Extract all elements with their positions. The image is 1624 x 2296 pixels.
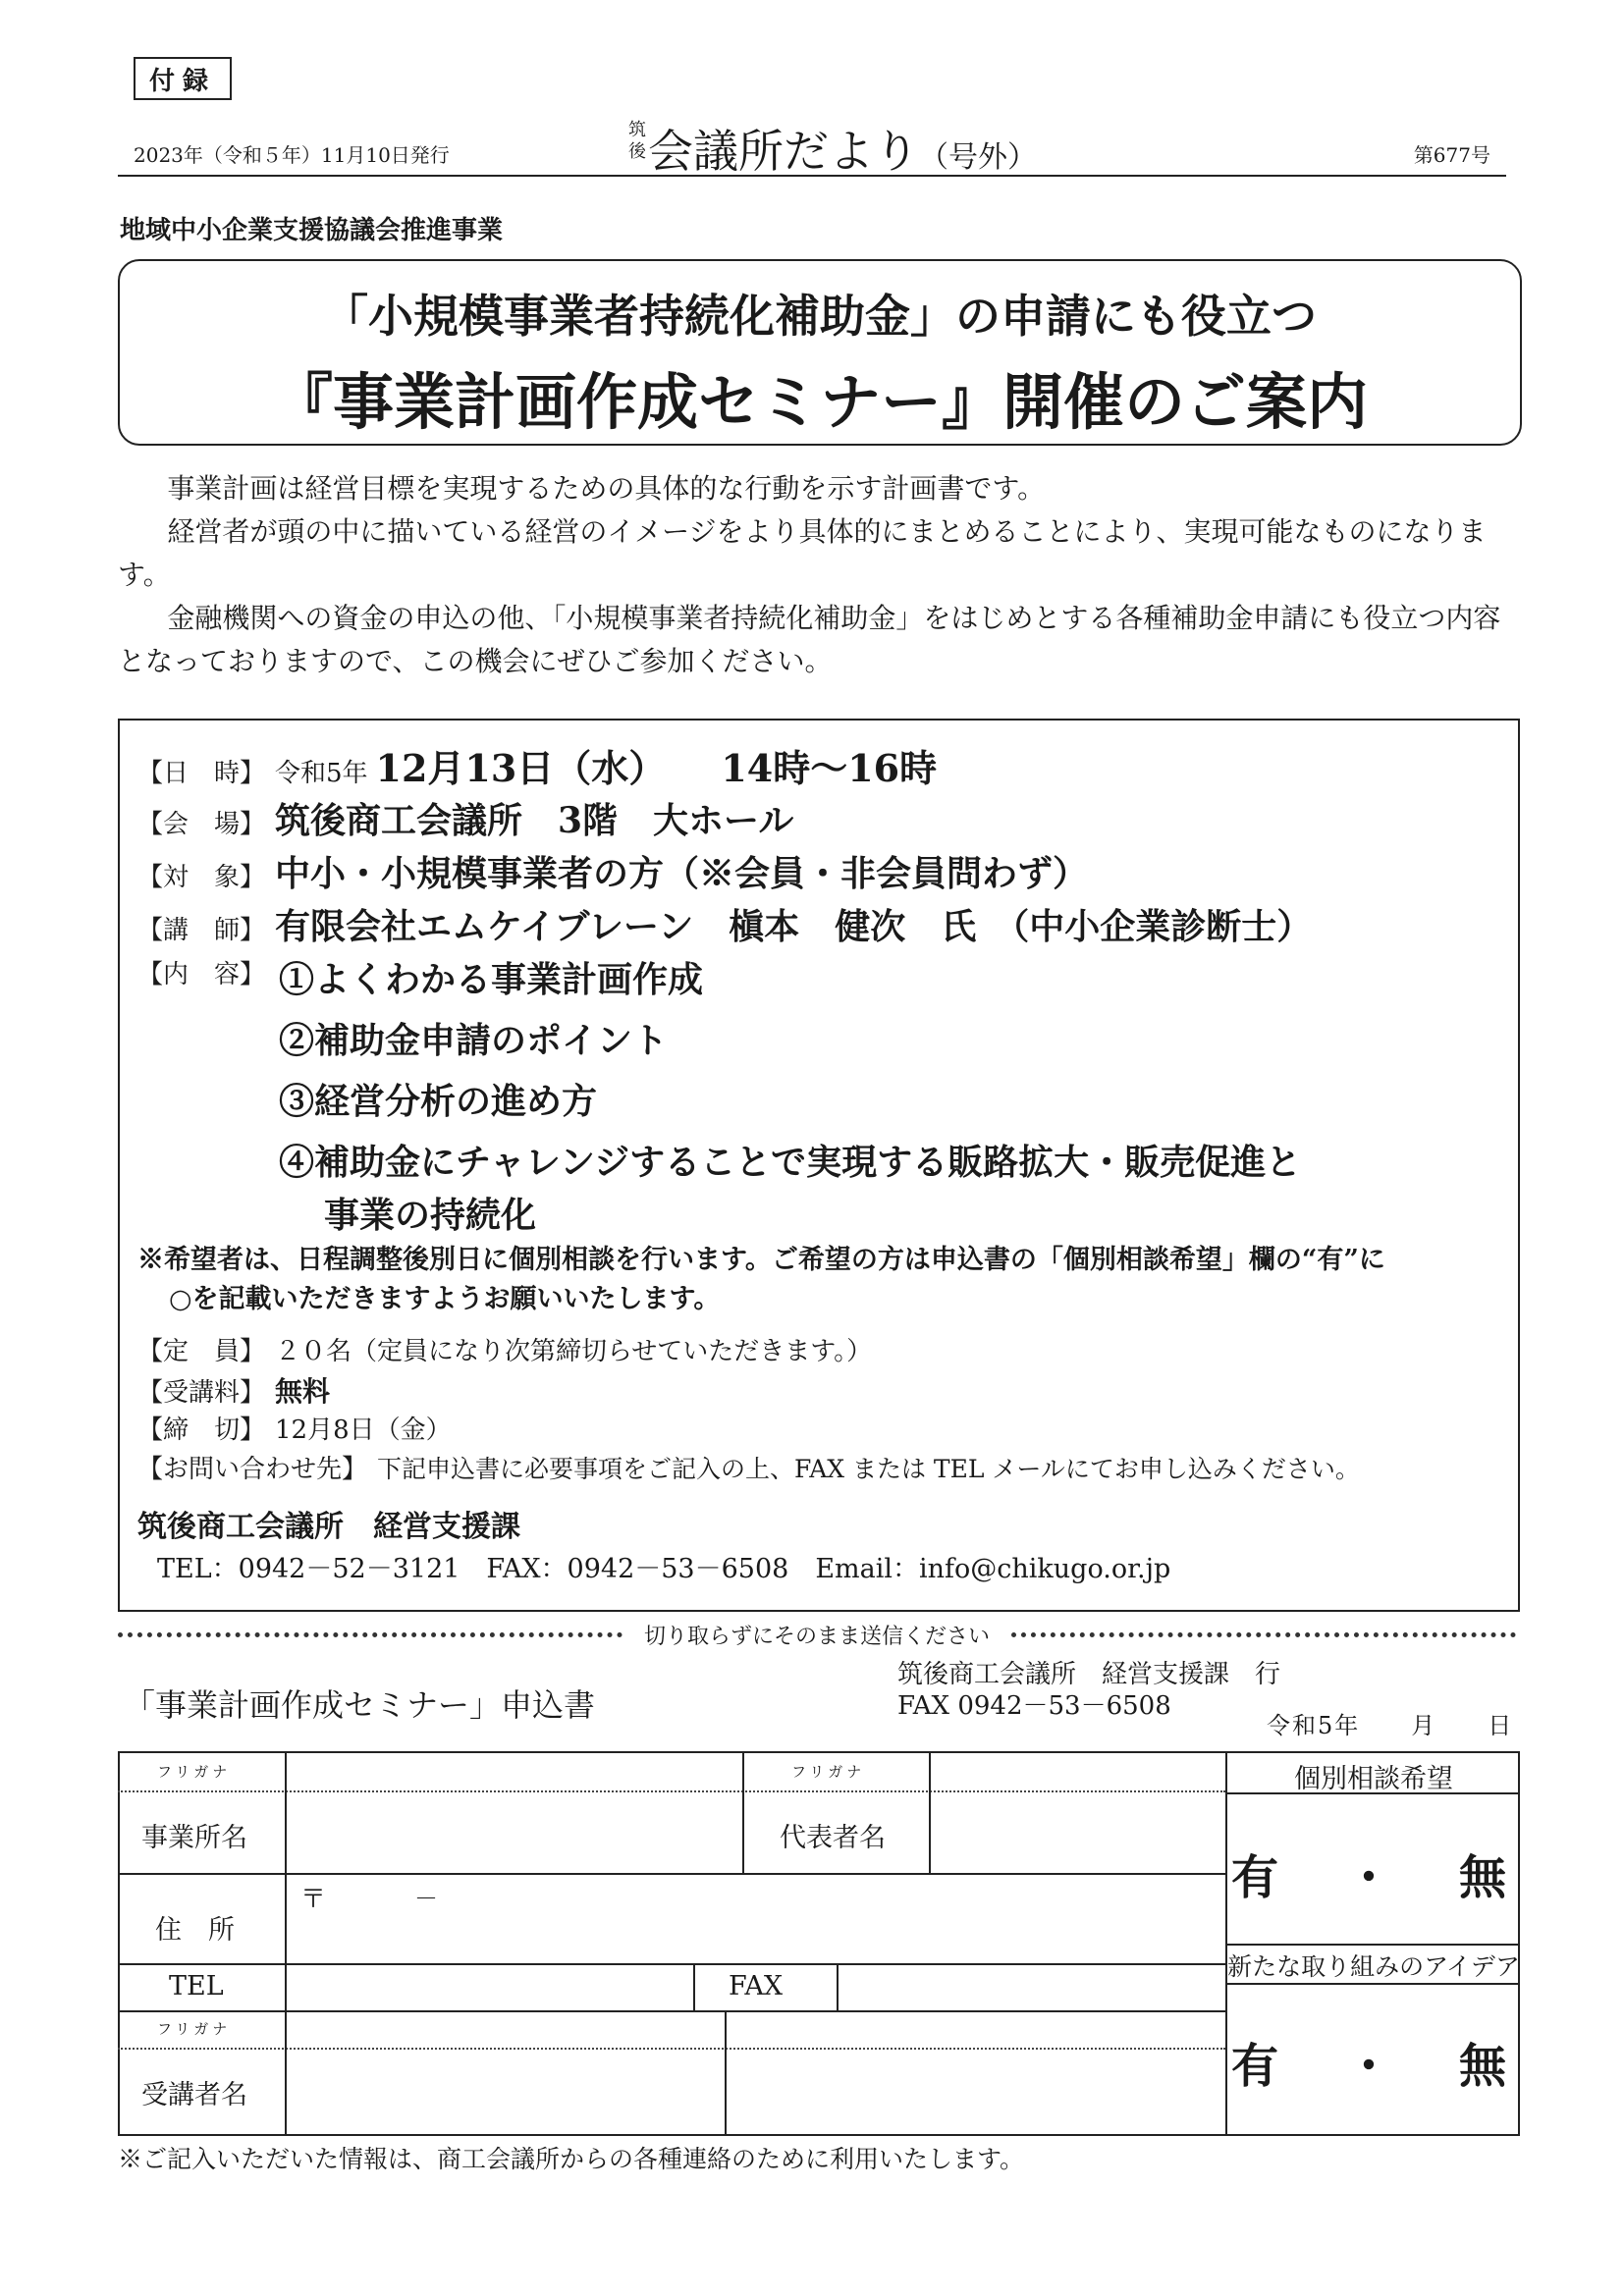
intro-paragraph: 金融機関への資金の申込の他、「小規模事業者持続化補助金」をはじめとする各種補助金申請にも役立つ内容となっておりますので、この機会にぜひご参加ください。 xyxy=(118,602,1501,677)
fee-label: 【受講料】 xyxy=(137,1378,266,1408)
target-label: 【対 象】 xyxy=(137,863,266,892)
lecturer-label: 【講 師】 xyxy=(137,916,266,945)
datetime-era: 令和5年 xyxy=(275,759,368,788)
address-label: 住 所 xyxy=(155,1915,235,1946)
destination-line: 筑後商工会議所 経営支援課 行 xyxy=(897,1660,1281,1689)
header-divider xyxy=(118,175,1506,177)
content-item: ②補助金申請のポイント xyxy=(279,1020,669,1061)
org-row xyxy=(137,1502,520,1545)
datetime-row xyxy=(137,738,937,792)
form-title: 「事業計画作成セミナー」申込書 xyxy=(124,1686,596,1724)
lecturer-value: 有限会社エムケイブレーン 槇本 健次 氏 （中小企業診断士） xyxy=(275,906,1313,947)
publication-suffix: （号外） xyxy=(919,140,1037,175)
business-name-field[interactable] xyxy=(287,1792,742,1873)
form-date: 令和5年 月 日 xyxy=(1267,1712,1514,1739)
organization-name: 筑後商工会議所 経営支援課 xyxy=(137,1510,520,1544)
cut-line xyxy=(118,1620,1516,1650)
contact-info: TEL：0942－52－3121 FAX：0942－53－6508 Email：info@chikugo.or.jp xyxy=(157,1554,1171,1584)
representative-label: 代表者名 xyxy=(780,1823,886,1853)
content-item: ③経営分析の進め方 xyxy=(279,1081,598,1122)
representative-furigana-field[interactable] xyxy=(931,1753,1225,1790)
fax-label: FAX xyxy=(729,1971,784,2002)
deadline-row xyxy=(137,1410,452,1446)
note-line: ○を記載いただきますようお願いいたします。 xyxy=(169,1284,721,1314)
capacity-label: 【定 員】 xyxy=(137,1337,266,1366)
note-line: ※希望者は、日程調整後別日に個別相談を行います。ご希望の方は申込書の「個別相談希望」欄の“有”に xyxy=(137,1245,1385,1275)
target-value: 中小・小規模事業者の方（※会員・非会員問わず） xyxy=(275,853,1089,894)
application-form-table xyxy=(118,1751,1520,2136)
consultation-note xyxy=(137,1241,1502,1319)
issue-date: 2023年（令和５年）11月10日発行 xyxy=(134,143,450,167)
business-name-furigana-field[interactable] xyxy=(287,1753,742,1790)
consult-choice[interactable]: 有 ・ 無 xyxy=(1230,1850,1516,1905)
attendee-furigana-field-2[interactable] xyxy=(727,2012,1225,2048)
inquiry-label: 【お問い合わせ先】 xyxy=(137,1455,368,1484)
attendee-furigana-field[interactable] xyxy=(287,2012,725,2048)
intro-text xyxy=(118,467,1512,683)
consult-header: 個別相談希望 xyxy=(1294,1764,1453,1794)
venue-label: 【会 場】 xyxy=(137,810,266,839)
intro-paragraph: 経営者が頭の中に描いている経営のイメージをより具体的にまとめることにより、実現可能なものになります。 xyxy=(118,515,1487,591)
fee-row xyxy=(137,1370,330,1410)
publication-name: 会議所だより xyxy=(648,125,919,178)
fax-field[interactable] xyxy=(839,1965,1225,2010)
furigana-label: フリガナ xyxy=(791,1763,866,1781)
content-row xyxy=(137,954,275,990)
venue-row xyxy=(137,793,793,843)
attendee-name-field[interactable] xyxy=(287,2050,725,2134)
furigana-label: フリガナ xyxy=(157,1763,232,1781)
capacity-row xyxy=(137,1331,872,1367)
form-destination xyxy=(897,1659,1280,1722)
inquiry-row xyxy=(137,1449,1360,1485)
idea-choice[interactable]: 有 ・ 無 xyxy=(1230,2039,1516,2094)
content-item: ①よくわかる事業計画作成 xyxy=(279,959,704,1000)
program-name: 地域中小企業支援協議会推進事業 xyxy=(120,216,504,245)
content-item-continuation: 事業の持続化 xyxy=(324,1195,537,1236)
idea-header: 新たな取り組みのアイデア xyxy=(1227,1952,1520,1981)
appendix-label: 付録 xyxy=(134,57,232,100)
venue-value: 筑後商工会議所 3階 大ホール xyxy=(275,800,794,841)
destination-fax: FAX 0942－53－6508 xyxy=(897,1691,1171,1721)
address-field[interactable] xyxy=(287,1875,1225,1963)
content-label: 【内 容】 xyxy=(137,960,266,989)
business-name-label: 事業所名 xyxy=(141,1823,247,1853)
attendee-name-field-2[interactable] xyxy=(727,2050,1225,2134)
title-line-2: 『事業計画作成セミナー』開催のご案内 xyxy=(271,366,1368,438)
issue-number: 第677号 xyxy=(1413,143,1490,167)
privacy-footnote: ※ご記入いただいた情報は、商工会議所からの各種連絡のために利用いたします。 xyxy=(118,2145,1025,2173)
datetime-label: 【日 時】 xyxy=(137,759,266,788)
dotted-line xyxy=(1011,1632,1516,1637)
capacity-value: ２０名（定員になり次第締切らせていただきます。） xyxy=(275,1337,873,1366)
deadline-value: 12月8日（金） xyxy=(275,1415,452,1445)
postal-dash: － xyxy=(414,1885,438,1912)
dotted-line xyxy=(118,1632,623,1637)
publication-prefix: 筑後 xyxy=(628,120,646,162)
intro-paragraph: 事業計画は経営目標を実現するための具体的な行動を示す計画書です。 xyxy=(167,472,1046,505)
title-line-1: 「小規模事業者持続化補助金」の申請にも役立つ xyxy=(323,290,1317,343)
contact-row xyxy=(157,1547,1170,1585)
datetime-time: 14時～16時 xyxy=(721,746,938,790)
content-item: ④補助金にチャレンジすることで実現する販路拡大・販売促進と xyxy=(279,1142,1302,1183)
tel-field[interactable] xyxy=(287,1965,693,2010)
deadline-label: 【締 切】 xyxy=(137,1415,266,1445)
lecturer-row xyxy=(137,899,1312,949)
cut-line-text: 切り取らずにそのまま送信ください xyxy=(644,1625,991,1649)
representative-field[interactable] xyxy=(931,1792,1225,1873)
furigana-label: フリガナ xyxy=(157,2020,232,2038)
tel-label: TEL xyxy=(169,1971,224,2002)
attendee-label: 受講者名 xyxy=(141,2080,247,2110)
datetime-date: 12月13日（水） xyxy=(375,746,667,790)
target-row xyxy=(137,846,1088,896)
publication-title xyxy=(648,116,1037,181)
postal-mark: 〒 xyxy=(300,1885,327,1914)
inquiry-value: 下記申込書に必要事項をご記入の上、FAX または TEL メールにてお申し込みください。 xyxy=(377,1455,1360,1483)
fee-value: 無料 xyxy=(275,1375,331,1408)
